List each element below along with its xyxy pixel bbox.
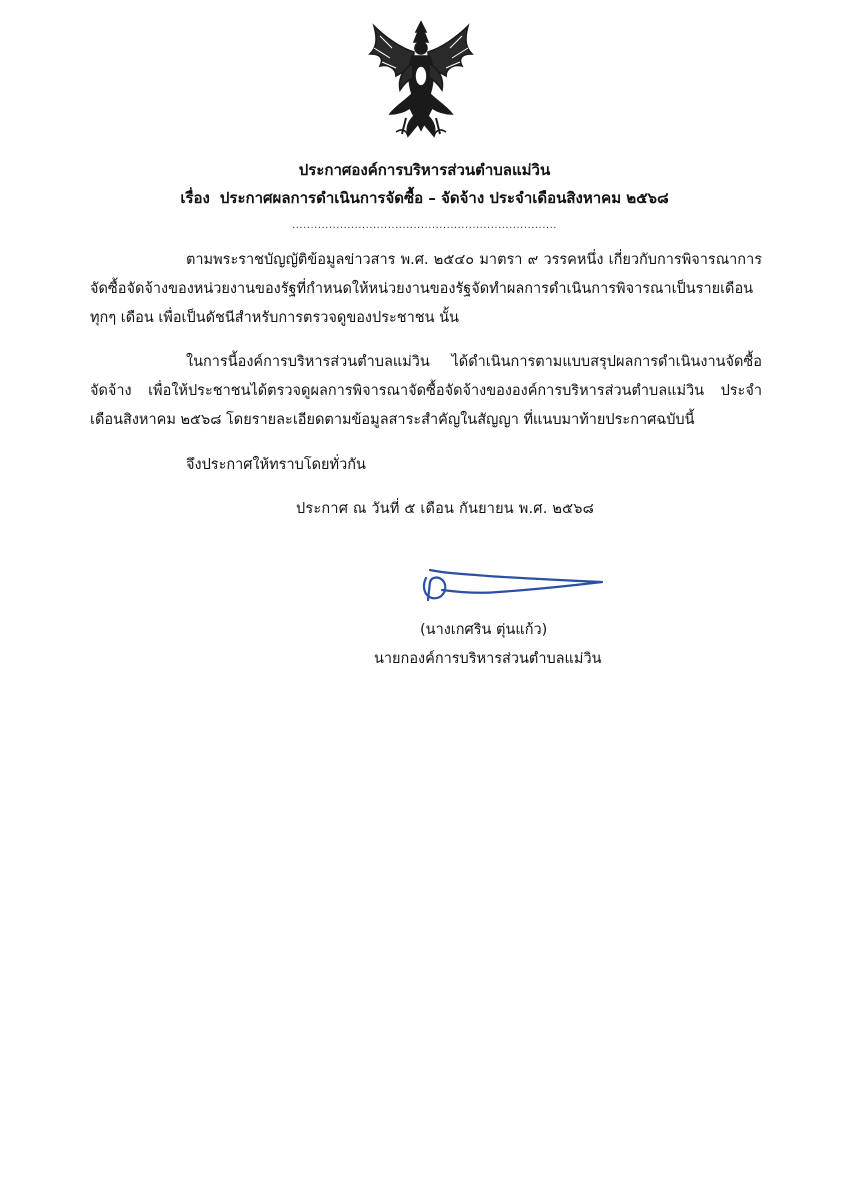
announcement-date: ประกาศ ณ วันที่ ๕ เดือน กันยายน พ.ศ. ๒๕๖๘ — [296, 501, 595, 517]
body-paragraph-3 — [90, 451, 762, 480]
body-paragraph-1-text: ตามพระราชบัญญัติข้อมูลข่าวสาร พ.ศ. ๒๕๔๐ มาตรา ๙ วรรคหนึ่ง เกี่ยวกับการพิจารณาการจัดซื้อจัดจ้างของหน่วยงานของรัฐที่กำหนดให้หน่วยงานของรัฐจัดทำผลการดำเนินการพิจารณาเป็นรายเดือนทุกๆ เดือน เพื่อเป็นดัชนีสำหรับการตรวจดูของประชาชน นั้น — [90, 252, 762, 326]
announcement-title: ประกาศองค์การบริหารส่วนตำบลแม่วิน — [298, 161, 551, 179]
garuda-emblem-icon — [366, 18, 476, 143]
subject-text: ประกาศผลการดำเนินการจัดซื้อ – จัดจ้าง ประจำเดือนสิงหาคม ๒๕๖๘ — [219, 189, 669, 207]
signer-position: นายกองค์การบริหารส่วนตำบลแม่วิน — [374, 651, 602, 667]
body-paragraph-2 — [90, 348, 762, 435]
subject-label: เรื่อง — [180, 189, 210, 207]
signer-name: (นางเกศริน ตุ่นแก้ว) — [420, 622, 548, 638]
body-paragraph-1 — [90, 246, 762, 333]
announcement-subject — [0, 186, 849, 210]
body-paragraph-3-text: จึงประกาศให้ทราบโดยทั่วกัน — [186, 457, 366, 473]
signature-icon — [418, 560, 608, 610]
title-divider: ........................................................................ — [292, 220, 557, 231]
body-paragraph-2-text: ในการนี้องค์การบริหารส่วนตำบลแม่วิน ได้ดำเนินการตามแบบสรุปผลการดำเนินงานจัดซื้อจัดจ้าง เพื่อให้ประชาชนได้ตรวจดูผลการพิจารณาจัดซื้อจัดจ้างขององค์การบริหารส่วนตำบลแม่วิน ประจำเดือนสิงหาคม ๒๕๖๘ โดยรายละเอียดตามข้อมูลสาระสำคัญในสัญญา ที่แนบมาท้ายประกาศฉบับนี้ — [90, 354, 762, 428]
